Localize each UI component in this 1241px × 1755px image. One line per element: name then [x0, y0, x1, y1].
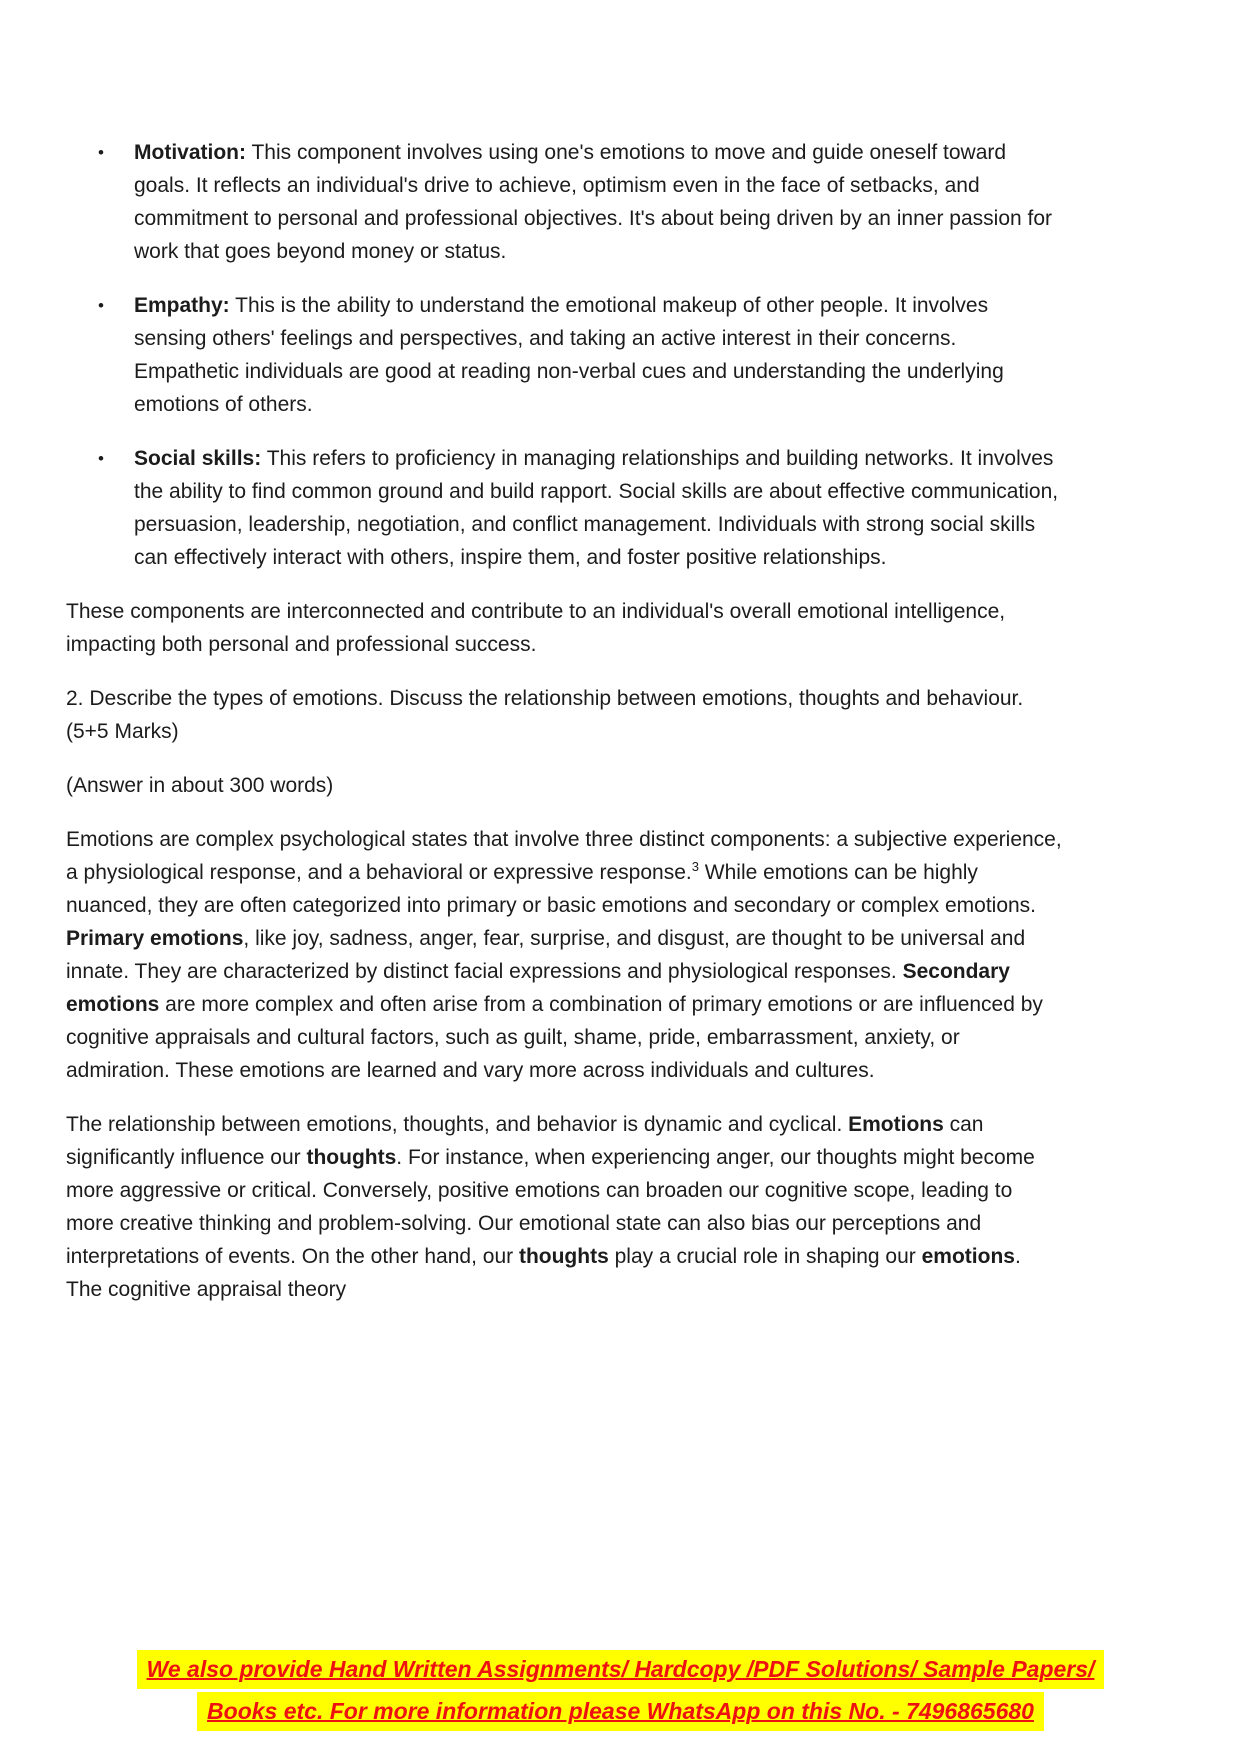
document-body [66, 136, 1062, 1327]
promo-banner [0, 1650, 1241, 1734]
bullet-list [66, 136, 1062, 574]
bullet-text-empathy: Empathy: This is the ability to understand the emotional makeup of other people. It involves sensing others' feelings and perspectives, and taking an active interest in their concerns. Empathetic individuals are good at reading non-verbal cues and understanding the underlying emotions of others. [134, 294, 1004, 416]
bullet-icon: • [98, 296, 104, 315]
paragraph-answer-note: (Answer in about 300 words) [66, 774, 334, 797]
promo-banner-line-2 [0, 1692, 1241, 1731]
promo-banner-text-1: We also provide Hand Written Assignments/ Hardcopy /PDF Solutions/ Sample Papers/ [137, 1650, 1105, 1689]
bullet-item-social-skills [66, 442, 1062, 574]
paragraph-emotion-types: Emotions are complex psychological states that involve three distinct components: a subjective experience, a physiological response, and a behavioral or expressive response.$^3$ While emotions can be highly nuanced, they are often categorized into primary or basic emotions and secondary or complex emotions. Primary emotions, like joy, sadness, anger, fear, surprise, and disgust, are thought to be universal and innate. They are characterized by distinct facial expressions and physiological responses. Secondary emotions are more complex and often arise from a combination of primary emotions or are influenced by cognitive appraisals and cultural factors, such as guilt, shame, pride, embarrassment, anxiety, or admiration. These emotions are learned and vary more across individuals and cultures. [66, 828, 1062, 1082]
bullet-text-motivation: Motivation: This component involves using one's emotions to move and guide oneself toward goals. It reflects an individual's drive to achieve, optimism even in the face of setbacks, and commitment to personal and professional objectives. It's about being driven by an inner passion for work that goes beyond money or status. [134, 141, 1053, 263]
bullet-item-motivation [66, 136, 1062, 268]
bullet-icon: • [98, 449, 104, 468]
paragraph-question-2: 2. Describe the types of emotions. Discuss the relationship between emotions, thoughts and behaviour. (5+5 Marks) [66, 687, 1024, 743]
paragraph-emotion-thought-relationship: The relationship between emotions, thoughts, and behavior is dynamic and cyclical. Emotions can significantly influence our thoughts. For instance, when experiencing anger, our thoughts might become more aggressive or critical. Conversely, positive emotions can broaden our cognitive scope, leading to more creative thinking and problem-solving. Our emotional state can also bias our perceptions and interpretations of events. On the other hand, our thoughts play a crucial role in shaping our emotions. The cognitive appraisal theory [66, 1113, 1035, 1301]
paragraph-components-summary: These components are interconnected and contribute to an individual's overall emotional intelligence, impacting both personal and professional success. [66, 600, 1006, 656]
promo-banner-text-2: Books etc. For more information please WhatsApp on this No. - 7496865680 [197, 1692, 1044, 1731]
bullet-icon: • [98, 143, 104, 162]
bullet-item-empathy [66, 289, 1062, 421]
promo-banner-line-1 [0, 1650, 1241, 1689]
bullet-text-social-skills: Social skills: This refers to proficiency in managing relationships and building networks. It involves the ability to find common ground and build rapport. Social skills are about effective communication, persuasion, leadership, negotiation, and conflict management. Individuals with strong social skills can effectively interact with others, inspire them, and foster positive relationships. [134, 447, 1059, 569]
